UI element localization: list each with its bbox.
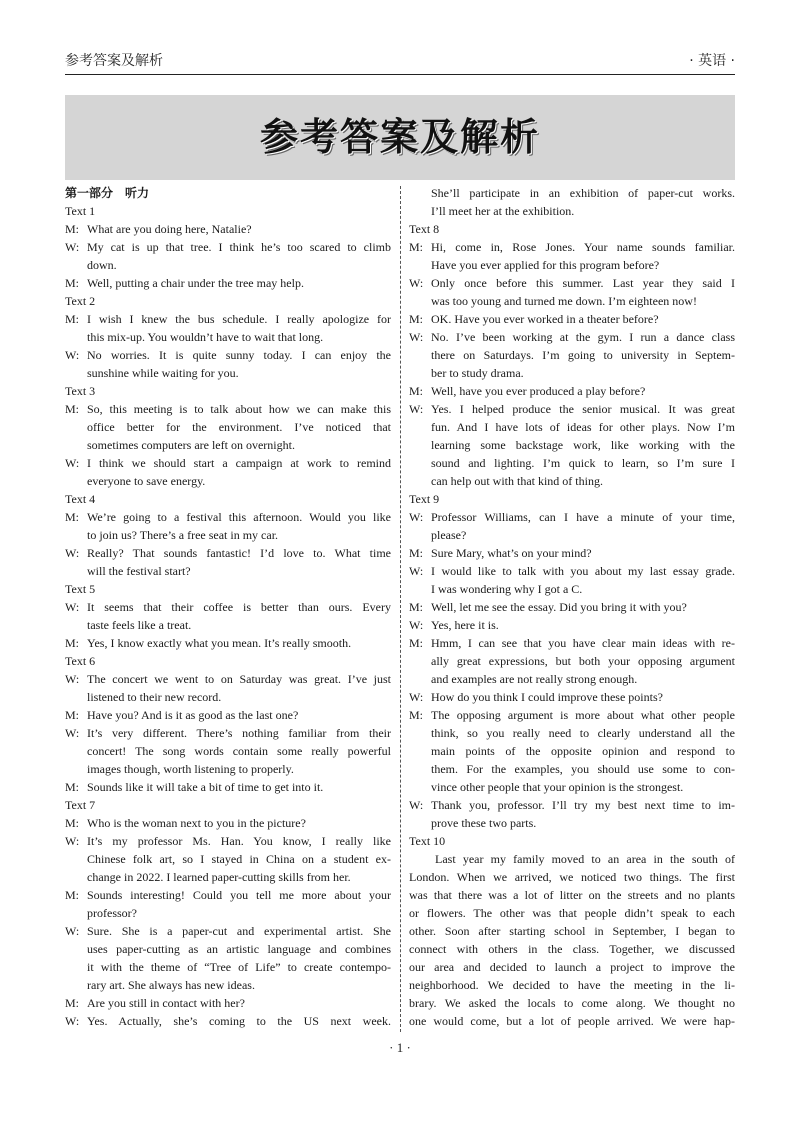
transcript-line: fun. And I have lots of ideas for other plays. Now I’m	[431, 420, 735, 434]
transcript-line: M: We’re going to a festival this afternoon. Would you like	[65, 510, 391, 524]
paragraph-line: one would come, but a lot of people arrived. We were hap-	[409, 1014, 735, 1028]
transcript-line: M: Sure Mary, what’s on your mind?	[409, 546, 592, 560]
paragraph-line: or flowers. The other was that people didn’t speak to each	[409, 906, 735, 920]
speaker-label: W:	[65, 600, 80, 614]
transcript-line: down.	[87, 258, 117, 272]
paragraph-line: Last year my family moved to an area in the south of	[435, 852, 735, 866]
transcript-line: taste feels like a treat.	[87, 618, 192, 632]
transcript-line: W: My cat is up that tree. I think he’s too scared to climb	[65, 240, 391, 254]
transcript-line: images though, worth listening to properly.	[87, 762, 294, 776]
transcript-line: office better for the environment. I’ve noticed that	[87, 420, 391, 434]
paragraph-line: brary. We asked the locals to come along. We thought no	[409, 996, 735, 1010]
left-column	[65, 184, 391, 1030]
transcript-line: M: Hmm, I can see that you have clear main ideas with re-	[409, 636, 735, 650]
transcript-line: W: How do you think I could improve these points?	[409, 690, 663, 704]
title-banner	[65, 95, 735, 180]
speaker-label: W:	[409, 402, 424, 416]
speaker-label: W:	[409, 564, 424, 578]
speaker-label: W:	[65, 1014, 80, 1028]
banner-title: 参考答案及解析	[259, 115, 540, 159]
speaker-label: M:	[65, 402, 80, 416]
section-title: 第一部分 听力	[65, 186, 150, 200]
transcript-line: M: The opposing argument is more about what other people	[409, 708, 735, 722]
transcript-line: M: Sounds interesting! Could you tell me more about your	[65, 888, 391, 902]
transcript-line: W: The concert we went to on Saturday was great. I’ve just	[65, 672, 391, 686]
text-label: Text 5	[65, 582, 96, 596]
speaker-label: M:	[65, 312, 80, 326]
transcript-line: please?	[431, 528, 467, 542]
transcript-line: rary art. She always has new ideas.	[87, 978, 255, 992]
speaker-label: W:	[409, 510, 424, 524]
transcript-line: professor?	[87, 906, 137, 920]
text-label: Text 6	[65, 654, 96, 668]
transcript-line: Have you ever applied for this program before?	[431, 258, 660, 272]
transcript-line: sometimes computers are left on overnight.	[87, 438, 295, 452]
transcript-line: was too young and turned me down. I’m eighteen now!	[431, 294, 697, 308]
speaker-label: M:	[65, 510, 80, 524]
speaker-label: W:	[65, 726, 80, 740]
speaker-label: M:	[409, 546, 424, 560]
paragraph-line: connect with others in the class. Together, we discussed	[409, 942, 735, 956]
speaker-label: W:	[65, 348, 80, 362]
transcript-line: M: Hi, come in, Rose Jones. Your name sounds familiar.	[409, 240, 735, 254]
speaker-label: M:	[65, 222, 80, 236]
speaker-label: M:	[65, 888, 80, 902]
transcript-line: W: It’s my professor Ms. Han. You know, I really like	[65, 834, 391, 848]
transcript-line: M: Are you still in contact with her?	[65, 996, 245, 1010]
speaker-label: W:	[409, 690, 424, 704]
transcript-line: W: No worries. It is quite sunny today. I can enjoy the	[65, 348, 391, 362]
transcript-line: and examples are not really strong enough.	[431, 672, 638, 686]
transcript-line: W: Yes, here it is.	[409, 618, 499, 632]
transcript-line: can help out with that kind of thing.	[431, 474, 603, 488]
text-label: Text 8	[409, 222, 440, 236]
text-label: Text 1	[65, 204, 96, 218]
transcript-line: concert! The song words contain some really powerful	[87, 744, 391, 758]
transcript-line: I’ll meet her at the exhibition.	[431, 204, 575, 218]
speaker-label: W:	[65, 672, 80, 686]
transcript-line: vince other people that your opinion is the strongest.	[431, 780, 684, 794]
speaker-label: M:	[65, 996, 80, 1010]
transcript-line: them. For the examples, you should use some to con-	[431, 762, 735, 776]
transcript-line: W: It’s very different. There’s nothing familiar from their	[65, 726, 391, 740]
transcript-line: M: What are you doing here, Natalie?	[65, 222, 252, 236]
speaker-label: M:	[65, 816, 80, 830]
transcript-line: W: Yes. I helped produce the senior musical. It was great	[409, 402, 735, 416]
transcript-line: it with the theme of “Tree of Life” to create contempo-	[87, 960, 391, 974]
transcript-line: sound and lighting. I’m quick to learn, so I’m sure I	[431, 456, 735, 470]
transcript-line: M: So, this meeting is to talk about how we can make this	[65, 402, 391, 416]
speaker-label: W:	[409, 276, 424, 290]
speaker-label: W:	[65, 240, 80, 254]
transcript-line: M: Well, putting a chair under the tree may help.	[65, 276, 304, 290]
transcript-line: Chinese folk art, so I stayed in China on a student ex-	[87, 852, 391, 866]
transcript-line: M: I wish I knew the bus schedule. I really apologize for	[65, 312, 391, 326]
text-label: Text 4	[65, 492, 96, 506]
header-subject: · 英语 ·	[689, 53, 735, 69]
transcript-line: main points of the opposite opinion and respond to	[431, 744, 735, 758]
paragraph-line: our area and decided to launch a project to improve the	[409, 960, 735, 974]
transcript-line: sunshine while waiting for you.	[87, 366, 239, 380]
page-number: · 1 ·	[389, 1040, 411, 1055]
paragraph-line: neighborhood. We decided to have the meeting in the li-	[409, 978, 735, 992]
transcript-line: I was wondering why I got a C.	[431, 582, 583, 596]
speaker-label: W:	[65, 456, 80, 470]
transcript-line: to join us? There’s a free seat in my car.	[87, 528, 279, 542]
transcript-line: W: I would like to talk with you about my last essay grade.	[409, 564, 735, 578]
transcript-line: W: It seems that their coffee is better than ours. Every	[65, 600, 391, 614]
transcript-line: change in 2022. I learned paper-cutting skills from her.	[87, 870, 351, 884]
transcript-line: ber to study drama.	[431, 366, 524, 380]
transcript-line: learning some backstage work, like working with the	[431, 438, 735, 452]
transcript-line: W: I think we should start a campaign at work to remind	[65, 456, 391, 470]
speaker-label: M:	[409, 600, 424, 614]
speaker-label: W:	[65, 924, 80, 938]
transcript-line: M: Well, let me see the essay. Did you bring it with you?	[409, 600, 687, 614]
transcript-line: M: Who is the woman next to you in the picture?	[65, 816, 306, 830]
text-label: Text 7	[65, 798, 96, 812]
transcript-line: M: Yes, I know exactly what you mean. It’s really smooth.	[65, 636, 352, 650]
transcript-line: W: Thank you, professor. I’ll try my best next time to im-	[409, 798, 735, 812]
text-label: Text 3	[65, 384, 96, 398]
text-label: Text 9	[409, 492, 440, 506]
speaker-label: M:	[409, 384, 424, 398]
speaker-label: W:	[409, 618, 424, 632]
transcript-line: She’ll participate in an exhibition of paper-cut works.	[431, 186, 735, 200]
transcript-line: M: Sounds like it will take a bit of time to get into it.	[65, 780, 324, 794]
transcript-line: W: Professor Williams, can I have a minute of your time,	[409, 510, 735, 524]
text-label: Text 10	[409, 834, 446, 848]
transcript-line: W: Really? That sounds fantastic! I’d love to. What time	[65, 546, 391, 560]
running-header	[65, 50, 735, 75]
speaker-label: M:	[65, 636, 80, 650]
transcript-line: W: Yes. Actually, she’s coming to the US next week.	[65, 1014, 391, 1028]
speaker-label: M:	[65, 708, 80, 722]
speaker-label: W:	[65, 546, 80, 560]
speaker-label: M:	[65, 780, 80, 794]
transcript-line: ally great expressions, but both your opposing argument	[431, 654, 735, 668]
speaker-label: M:	[409, 240, 424, 254]
header-title: 参考答案及解析	[65, 53, 163, 69]
transcript-line: W: Only once before this summer. Last year they said I	[409, 276, 735, 290]
speaker-label: W:	[65, 834, 80, 848]
transcript-line: this mix-up. You wouldn’t have to wait that long.	[87, 330, 324, 344]
column-divider	[400, 186, 401, 1032]
transcript-line: W: No. I’ve been working at the gym. I run a dance class	[409, 330, 735, 344]
transcript-line: listened to their new record.	[87, 690, 222, 704]
transcript-line: prove these two parts.	[431, 816, 537, 830]
speaker-label: M:	[409, 312, 424, 326]
speaker-label: W:	[409, 330, 424, 344]
transcript-line: will the festival start?	[87, 564, 191, 578]
transcript-line: W: Sure. She is a paper-cut and experimental artist. She	[65, 924, 391, 938]
transcript-line: M: Have you? And is it as good as the last one?	[65, 708, 299, 722]
speaker-label: M:	[409, 636, 424, 650]
transcript-line: M: Well, have you ever produced a play before?	[409, 384, 646, 398]
paragraph-line: other. Soon after starting school in September, I began to	[409, 924, 735, 938]
speaker-label: M:	[409, 708, 424, 722]
right-column	[409, 184, 735, 1030]
transcript-line: M: OK. Have you ever worked in a theater before?	[409, 312, 659, 326]
speaker-label: W:	[409, 798, 424, 812]
paragraph-line: London. When we arrived, we noticed two things. The first	[409, 870, 735, 884]
transcript-line: think, so you really need to clearly understand all the	[431, 726, 735, 740]
paragraph-line: was that there was a lot of litter on the streets and no plants	[409, 888, 735, 902]
transcript-line: uses paper-cutting as an artistic language and combines	[87, 942, 391, 956]
text-label: Text 2	[65, 294, 96, 308]
speaker-label: M:	[65, 276, 80, 290]
transcript-line: everyone to save energy.	[87, 474, 206, 488]
transcript-line: there on Saturdays. I’m going to university in Septem-	[431, 348, 735, 362]
